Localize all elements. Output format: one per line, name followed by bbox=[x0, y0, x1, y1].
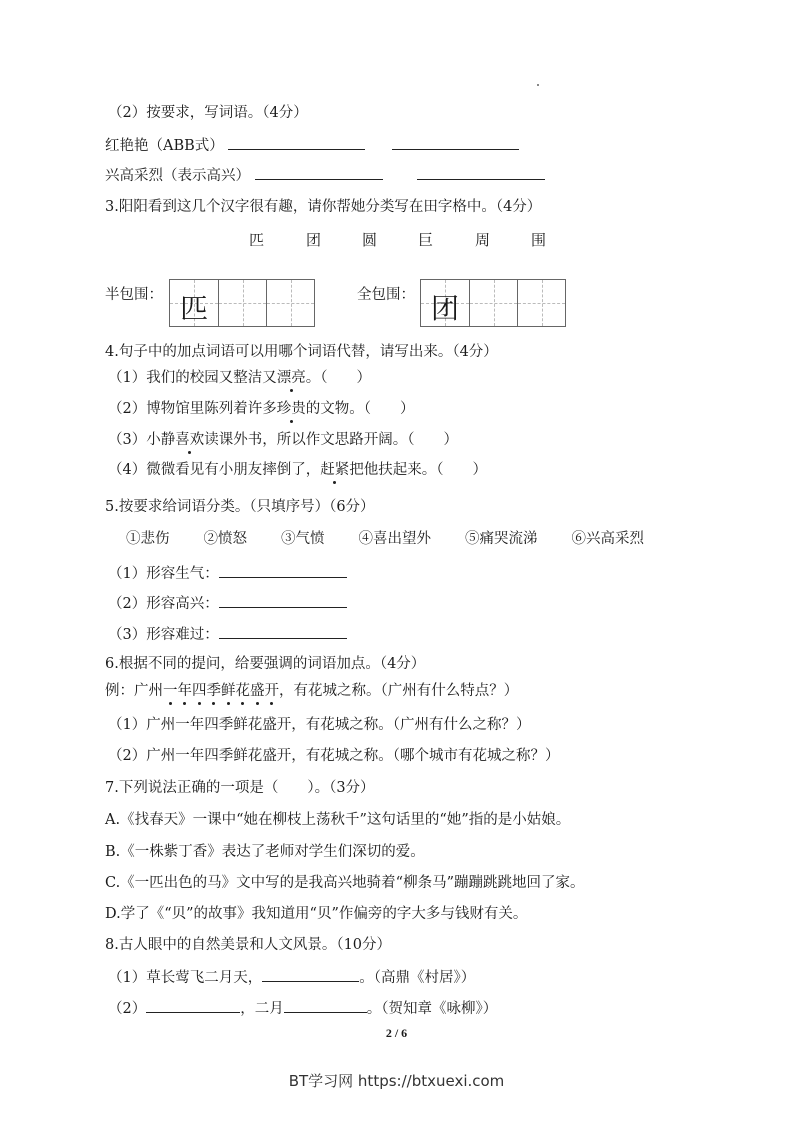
item-text: 的文物。（ ） bbox=[305, 401, 415, 417]
q5-options bbox=[126, 529, 644, 549]
item-text: （4）微微看见有小朋友摔倒了， bbox=[108, 462, 321, 478]
item-text: ，二月 bbox=[240, 1001, 284, 1017]
option: ③气愤 bbox=[281, 531, 325, 547]
q2-line1-label: 红艳艳（ABB式） bbox=[105, 138, 224, 154]
q4-item-1 bbox=[108, 368, 371, 388]
dotted-char: 季 bbox=[206, 683, 221, 699]
q7-option-b: B.《一株紫丁香》表达了老师对学生们深切的爱。 bbox=[105, 844, 425, 860]
item-text: 读课外书，所以作文思路开阔。（ ） bbox=[204, 432, 458, 448]
dotted-char: 一 bbox=[163, 683, 178, 699]
q7-title: 7.下列说法正确的一项是（ ）。（3分） bbox=[105, 780, 375, 796]
q5-item-1 bbox=[108, 562, 347, 584]
item-text: 。（贺知章《咏柳》） bbox=[366, 1001, 498, 1017]
grid-cell[interactable] bbox=[469, 280, 517, 326]
q2-line2 bbox=[105, 164, 545, 186]
q2-line2-label: 兴高采烈（表示高兴） bbox=[105, 168, 250, 184]
item-text: 把他扶起来。（ ） bbox=[349, 462, 487, 478]
item-text: 。（ ） bbox=[305, 370, 371, 386]
character: 围 bbox=[531, 231, 547, 249]
dotted-word: 珍贵 bbox=[276, 401, 306, 417]
option: ⑥兴高采烈 bbox=[571, 531, 644, 547]
half-enclosure-grid bbox=[169, 279, 315, 327]
example-text: 例：广州 bbox=[105, 683, 163, 699]
q4-item-4 bbox=[108, 460, 487, 480]
q6-title: 6.根据不同的提问，给要强调的词语加点。（4分） bbox=[105, 656, 426, 672]
character: 圆 bbox=[362, 231, 378, 249]
option: ②愤怒 bbox=[203, 531, 247, 547]
item-text: （2） bbox=[108, 1001, 147, 1017]
dotted-word: 漂亮 bbox=[276, 370, 306, 386]
q5-item-2 bbox=[108, 592, 347, 614]
stray-mark bbox=[537, 84, 539, 86]
q6-item-1: （1）广州一年四季鲜花盛开，有花城之称。（广州有什么之称？） bbox=[108, 717, 531, 733]
q6-item-2: （2）广州一年四季鲜花盛开，有花城之称。（哪个城市有花城之称？） bbox=[108, 748, 560, 764]
answer-blank[interactable] bbox=[255, 164, 383, 180]
q5-item-3 bbox=[108, 623, 347, 645]
answer-blank[interactable] bbox=[392, 134, 519, 150]
item-text: （1）形容生气： bbox=[108, 566, 219, 582]
item-text: （3）形容难过： bbox=[108, 627, 219, 643]
answer-blank[interactable] bbox=[284, 997, 367, 1013]
q3-character-list bbox=[0, 229, 793, 249]
q8-item-2 bbox=[108, 997, 497, 1019]
item-text: （1）草长莺飞二月天， bbox=[108, 970, 263, 986]
option: ①悲伤 bbox=[126, 531, 170, 547]
answer-blank[interactable] bbox=[146, 997, 240, 1013]
grid-cell[interactable] bbox=[517, 280, 565, 326]
q6-example bbox=[105, 681, 518, 701]
half-enclosure-label: 半包围： bbox=[105, 287, 163, 303]
item-text: （2）形容高兴： bbox=[108, 596, 219, 612]
q2-title: （2）按要求，写词语。（4分） bbox=[108, 105, 308, 121]
q7-option-a: A.《找春天》一课中“她在柳枝上荡秋千”这句话里的“她”指的是小姑娘。 bbox=[105, 812, 571, 828]
item-text: （3）小静 bbox=[108, 432, 176, 448]
item-text: 。（高鼎《村居》） bbox=[359, 970, 476, 986]
site-footer: BT学习网 https://btxuexi.com bbox=[288, 1072, 505, 1090]
dotted-char: 开 bbox=[264, 683, 279, 699]
q7-option-c: C.《一匹出色的马》文中写的是我高兴地骑着“柳条马”蹦蹦跳跳地回了家。 bbox=[105, 875, 585, 891]
dotted-word: 喜欢 bbox=[175, 432, 205, 448]
character: 周 bbox=[475, 231, 491, 249]
q8-title: 8.古人眼中的自然美景和人文风景。（10分） bbox=[105, 937, 392, 953]
page-number: 2 / 6 bbox=[385, 1026, 408, 1040]
option: ④喜出望外 bbox=[358, 531, 431, 547]
answer-blank[interactable] bbox=[219, 562, 347, 578]
q3-title: 3.阳阳看到这几个汉字很有趣，请你帮她分类写在田字格中。（4分） bbox=[105, 199, 542, 215]
dotted-char: 盛 bbox=[250, 683, 265, 699]
grid-cell[interactable] bbox=[218, 280, 266, 326]
answer-blank[interactable] bbox=[417, 164, 545, 180]
item-text: （1）我们的校园又整洁又 bbox=[108, 370, 277, 386]
grid-cell[interactable] bbox=[421, 280, 469, 326]
answer-blank[interactable] bbox=[219, 592, 347, 608]
dotted-char: 鲜 bbox=[221, 683, 236, 699]
grid-cell[interactable] bbox=[170, 280, 218, 326]
answer-blank[interactable] bbox=[228, 134, 365, 150]
grid-char: 匹 bbox=[179, 292, 208, 325]
q4-title: 4.句子中的加点词语可以用哪个词语代替，请写出来。（4分） bbox=[105, 344, 498, 360]
character: 匹 bbox=[249, 231, 265, 249]
dotted-char: 四 bbox=[192, 683, 207, 699]
dotted-phrase bbox=[163, 683, 279, 699]
full-enclosure-label: 全包围： bbox=[357, 287, 415, 303]
grid-cell[interactable] bbox=[266, 280, 314, 326]
dotted-char: 年 bbox=[177, 683, 192, 699]
full-enclosure-grid bbox=[420, 279, 566, 327]
item-text: （2）博物馆里陈列着许多 bbox=[108, 401, 277, 417]
character: 巨 bbox=[418, 231, 434, 249]
option: ⑤痛哭流涕 bbox=[465, 531, 538, 547]
q8-item-1 bbox=[108, 966, 475, 988]
q4-item-3 bbox=[108, 430, 458, 450]
q4-item-2 bbox=[108, 399, 414, 419]
dotted-char: 花 bbox=[235, 683, 250, 699]
dotted-word: 赶紧 bbox=[320, 462, 350, 478]
example-text: ，有花城之称。（广州有什么特点？） bbox=[279, 683, 519, 699]
q5-title: 5.按要求给词语分类。（只填序号）（6分） bbox=[105, 499, 375, 515]
q2-line1 bbox=[105, 134, 519, 156]
answer-blank[interactable] bbox=[219, 623, 347, 639]
grid-char: 团 bbox=[430, 292, 459, 325]
q7-option-d: D.学了《“贝”的故事》我知道用“贝”作偏旁的字大多与钱财有关。 bbox=[105, 906, 528, 922]
answer-blank[interactable] bbox=[262, 966, 359, 982]
character: 团 bbox=[306, 231, 322, 249]
